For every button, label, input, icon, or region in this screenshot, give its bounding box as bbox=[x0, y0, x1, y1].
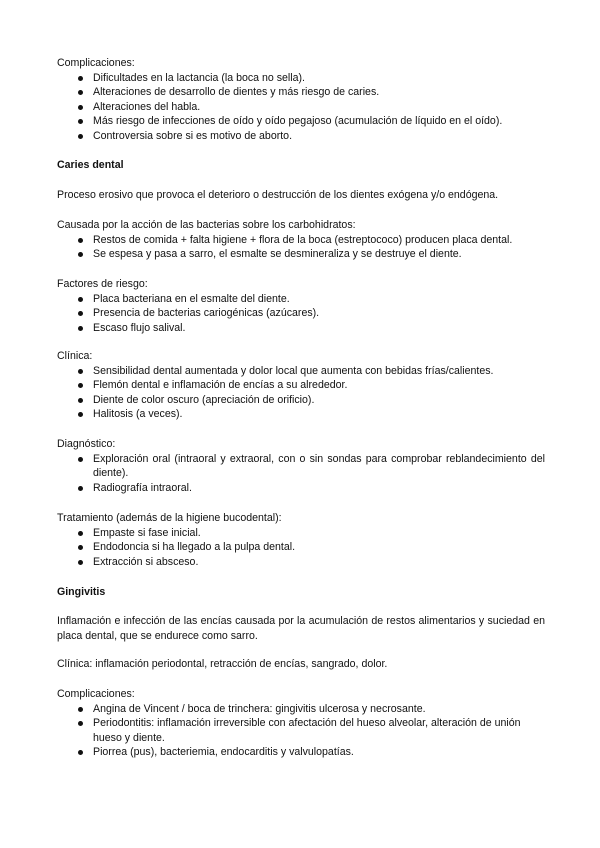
list-item: Flemón dental e inflamación de encías a su alrededor. bbox=[57, 378, 545, 393]
list-item: Alteraciones del habla. bbox=[57, 100, 545, 115]
list-item: Restos de comida + falta higiene + flora de la boca (estreptococo) producen placa dental. bbox=[57, 233, 545, 248]
list-item: Extracción si absceso. bbox=[57, 555, 545, 570]
list-item: Radiografía intraoral. bbox=[57, 481, 545, 496]
caries-diagnostico-section bbox=[57, 437, 545, 495]
list-item: Piorrea (pus), bacteriemia, endocarditis y valvulopatías. bbox=[57, 745, 545, 760]
bullet-list bbox=[57, 364, 545, 422]
bullet-list bbox=[57, 702, 545, 760]
list-item: Más riesgo de infecciones de oído y oído pegajoso (acumulación de líquido en el oído). bbox=[57, 114, 545, 129]
gingivitis-heading: Gingivitis bbox=[57, 586, 106, 598]
bullet-list bbox=[57, 526, 545, 570]
list-item: Exploración oral (intraoral y extraoral, con o sin sondas para comprobar reblandecimiento del diente). bbox=[57, 452, 545, 481]
list-item: Diente de color oscuro (apreciación de orificio). bbox=[57, 393, 545, 408]
list-item: Controversia sobre si es motivo de aborto. bbox=[57, 129, 545, 144]
bullet-list bbox=[57, 292, 545, 336]
complicaciones-section bbox=[57, 56, 545, 144]
list-item: Angina de Vincent / boca de trinchera: gingivitis ulcerosa y necrosante. bbox=[57, 702, 545, 717]
section-label: Factores de riesgo: bbox=[57, 278, 148, 290]
section-label: Diagnóstico: bbox=[57, 438, 116, 450]
list-item: Presencia de bacterias cariogénicas (azúcares). bbox=[57, 306, 545, 321]
list-item: Escaso flujo salival. bbox=[57, 321, 545, 336]
caries-clinica-section bbox=[57, 349, 545, 422]
list-item: Periodontitis: inflamación irreversible con afectación del hueso alveolar, alteración de unión hueso y diente. bbox=[57, 716, 545, 745]
gingivitis-definition: Inflamación e infección de las encías causada por la acumulación de restos alimentarios y suciedad en placa dental, que se endurece como sarro. bbox=[57, 615, 545, 642]
caries-tratamiento-section bbox=[57, 511, 545, 569]
section-label: Tratamiento (además de la higiene bucodental): bbox=[57, 512, 282, 524]
bullet-list bbox=[57, 71, 545, 144]
bullet-list bbox=[57, 452, 545, 496]
section-label: Causada por la acción de las bacterias sobre los carbohidratos: bbox=[57, 219, 356, 231]
section-label: Complicaciones: bbox=[57, 688, 135, 700]
list-item: Alteraciones de desarrollo de dientes y más riesgo de caries. bbox=[57, 85, 545, 100]
list-item: Dificultades en la lactancia (la boca no sella). bbox=[57, 71, 545, 86]
caries-definition: Proceso erosivo que provoca el deterioro o destrucción de los dientes exógena y/o endógena. bbox=[57, 189, 499, 201]
list-item: Endodoncia si ha llegado a la pulpa dental. bbox=[57, 540, 545, 555]
caries-heading: Caries dental bbox=[57, 159, 124, 171]
gingivitis-clinica: Clínica: inflamación periodontal, retracción de encías, sangrado, dolor. bbox=[57, 658, 388, 670]
caries-factores-section bbox=[57, 277, 545, 335]
list-item: Placa bacteriana en el esmalte del diente. bbox=[57, 292, 545, 307]
list-item: Se espesa y pasa a sarro, el esmalte se desmineraliza y se destruye el diente. bbox=[57, 247, 545, 262]
caries-causa-section bbox=[57, 218, 545, 262]
bullet-list bbox=[57, 233, 545, 262]
list-item: Sensibilidad dental aumentada y dolor local que aumenta con bebidas frías/calientes. bbox=[57, 364, 545, 379]
list-item: Halitosis (a veces). bbox=[57, 407, 545, 422]
list-item: Empaste si fase inicial. bbox=[57, 526, 545, 541]
section-label: Complicaciones: bbox=[57, 57, 135, 69]
section-label: Clínica: bbox=[57, 350, 93, 362]
gingivitis-complicaciones-section bbox=[57, 687, 545, 760]
